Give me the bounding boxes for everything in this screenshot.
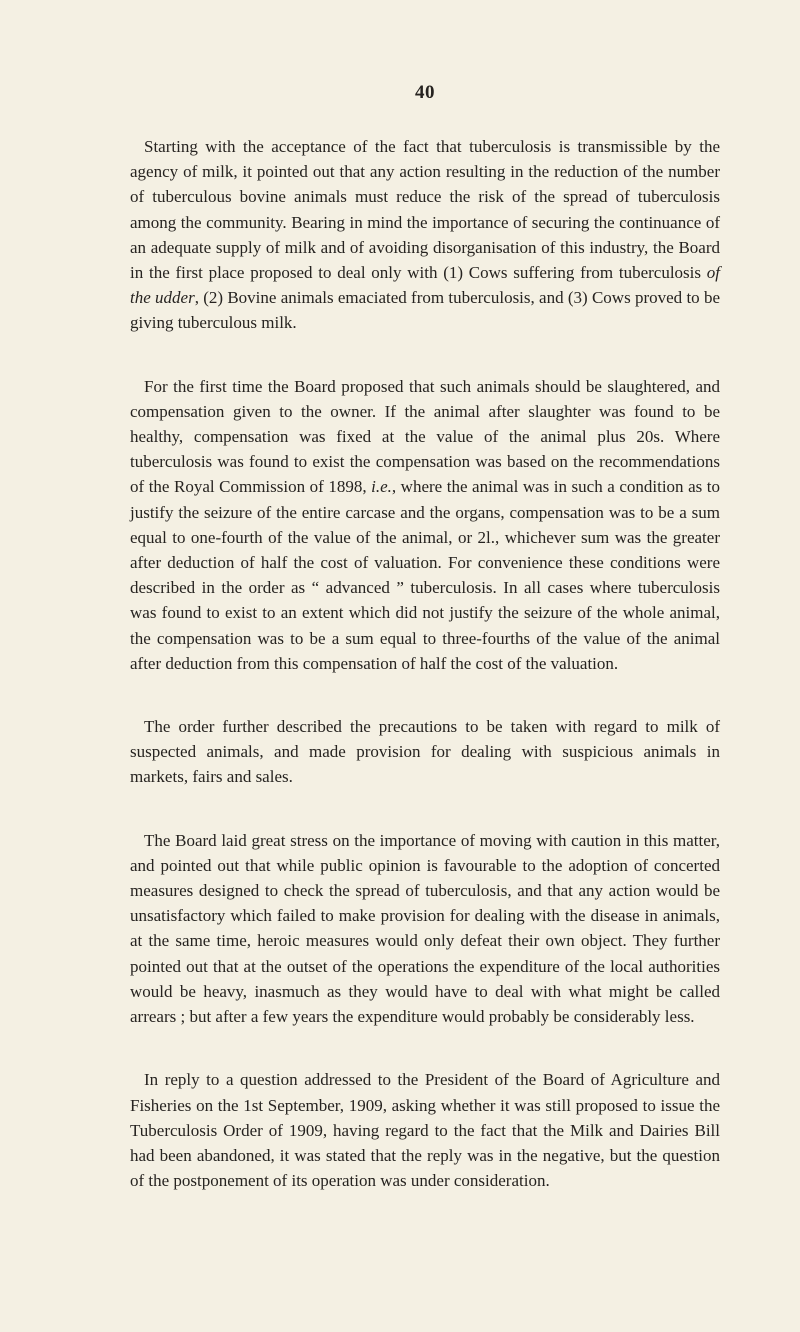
paragraph-2-text: For the first time the Board proposed that such animals should be slaughtered, and compensation given to the owner. If the animal after slaughter was found to be healthy, compensation was fixed at the value of the animal plus 20s. Where tuberculosis was found to exist the compensation was based on the recommendations of the Royal Commission of 1898,	[130, 376, 720, 497]
paragraph-4	[130, 828, 720, 1030]
paragraph-3-text: The order further described the precautions to be taken with regard to milk of suspected animals, and made provision for dealing with suspicious animals in markets, fairs and sales.	[130, 717, 720, 787]
paragraph-1	[130, 134, 720, 336]
paragraph-1-italic: of the udder	[130, 263, 720, 308]
paragraph-5	[130, 1067, 720, 1193]
paragraph-1-text-end: , (2) Bovine animals emaciated from tuberculosis, and (3) Cows proved to be giving tuberculous milk.	[130, 288, 720, 333]
paragraph-2-italic: i.e.	[371, 477, 392, 497]
paragraph-3	[130, 714, 720, 790]
paragraph-4-text: The Board laid great stress on the importance of moving with caution in this matter, and pointed out that while public opinion is favourable to the adoption of concerted measures designed to check the spread of tuberculosis, and that any action would be unsatisfactory which failed to make provision for dealing with the disease in animals, at the same time, heroic measures would only defeat their own object. They further pointed out that at the outset of the operations the expenditure of the local authorities would be heavy, inasmuch as they would have to deal with what might be called arrears ; but after a few years the expenditure would probably be considerably less.	[130, 830, 720, 1027]
page-number: 40	[415, 82, 435, 103]
paragraph-2	[130, 374, 720, 676]
paragraph-2-text-end: , where the animal was in such a condition as to justify the seizure of the entire carcase and the organs, compensation was to be a sum equal to one-fourth of the value of the animal, or 2l., whichever sum was the greater after deduction of half the cost of valuation. For convenience these conditions were described in the order as “ advanced ” tuberculosis. In all cases where tuberculosis was found to exist to an extent which did not justify the seizure of the whole animal, the compensation was to be a sum equal to three-fourths of the value of the animal after deduction from this compensation of half the cost of the valuation.	[130, 477, 720, 673]
paragraph-5-text: In reply to a question addressed to the President of the Board of Agriculture and Fisheries on the 1st September, 1909, asking whether it was still proposed to issue the Tuberculosis Order of 1909, having regard to the fact that the Milk and Dairies Bill had been abandoned, it was stated that the reply was in the negative, but the question of the postponement of its operation was under consideration.	[130, 1070, 720, 1191]
paragraph-1-text: Starting with the acceptance of the fact that tuberculosis is transmissible by the agency of milk, it pointed out that any action resulting in the reduction of the number of tuberculous bovine animals must reduce the risk of the spread of tuberculosis among the community. Bearing in mind the importance of securing the continuance of an adequate supply of milk and of avoiding disorganisation of this industry, the Board in the first place proposed to deal only with (1) Cows suffering from tuberculosis	[130, 137, 720, 283]
